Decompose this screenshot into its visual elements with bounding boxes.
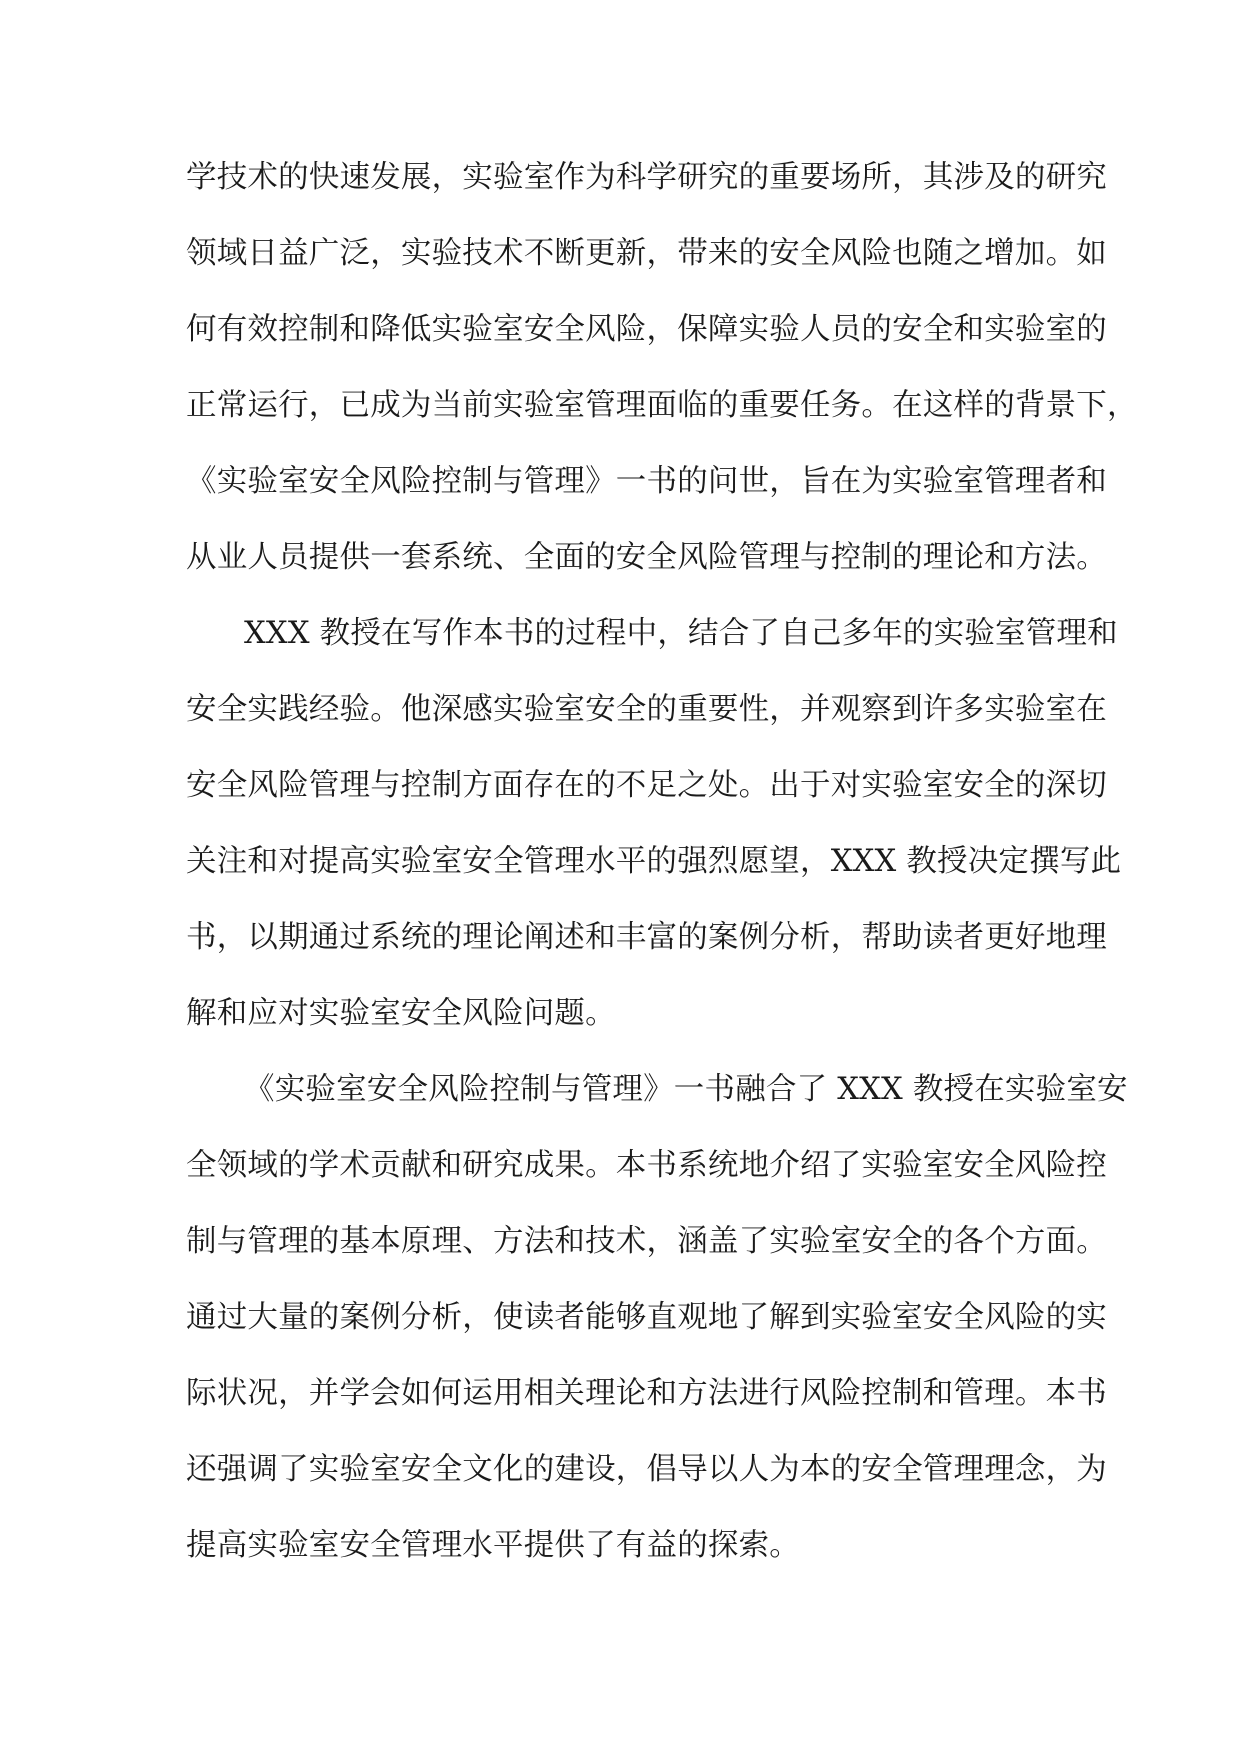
text-line: 《实验室安全风险控制与管理》一书的问世，旨在为实验室管理者和	[186, 464, 1107, 499]
text-line: 解和应对实验室安全风险问题。	[186, 996, 616, 1031]
text-line: 《实验室安全风险控制与管理》一书融合了 XXX 教授在实验室安	[244, 1072, 1128, 1107]
text-line: 关注和对提高实验室安全管理水平的强烈愿望，XXX 教授决定撰写此	[186, 844, 1122, 879]
paragraph-2	[186, 596, 1122, 1052]
text-line: 安全实践经验。他深感实验室安全的重要性，并观察到许多实验室在	[186, 692, 1107, 727]
text-line: 全领域的学术贡献和研究成果。本书系统地介绍了实验室安全风险控	[186, 1148, 1107, 1183]
paragraph-3	[186, 1052, 1128, 1584]
text-line: 学技术的快速发展，实验室作为科学研究的重要场所，其涉及的研究	[186, 160, 1107, 195]
text-line: 还强调了实验室安全文化的建设，倡导以人为本的安全管理理念，为	[186, 1452, 1107, 1487]
text-line: 际状况，并学会如何运用相关理论和方法进行风险控制和管理。本书	[186, 1376, 1107, 1411]
text-line: 提高实验室安全管理水平提供了有益的探索。	[186, 1528, 800, 1563]
text-line: 通过大量的案例分析，使读者能够直观地了解到实验室安全风险的实	[186, 1300, 1107, 1335]
paragraph-1	[186, 140, 1138, 596]
document-body	[186, 140, 1138, 1584]
text-line: 何有效控制和降低实验室安全风险，保障实验人员的安全和实验室的	[186, 312, 1107, 347]
text-line: 领域日益广泛，实验技术不断更新，带来的安全风险也随之增加。如	[186, 236, 1107, 271]
text-line: 制与管理的基本原理、方法和技术，涵盖了实验室安全的各个方面。	[186, 1224, 1107, 1259]
text-line: 从业人员提供一套系统、全面的安全风险管理与控制的理论和方法。	[186, 540, 1107, 575]
text-line: 正常运行，已成为当前实验室管理面临的重要任务。在这样的背景下，	[186, 388, 1138, 423]
text-line: XXX 教授在写作本书的过程中，结合了自己多年的实验室管理和	[244, 616, 1118, 651]
text-line: 安全风险管理与控制方面存在的不足之处。出于对实验室安全的深切	[186, 768, 1107, 803]
text-line: 书，以期通过系统的理论阐述和丰富的案例分析，帮助读者更好地理	[186, 920, 1107, 955]
